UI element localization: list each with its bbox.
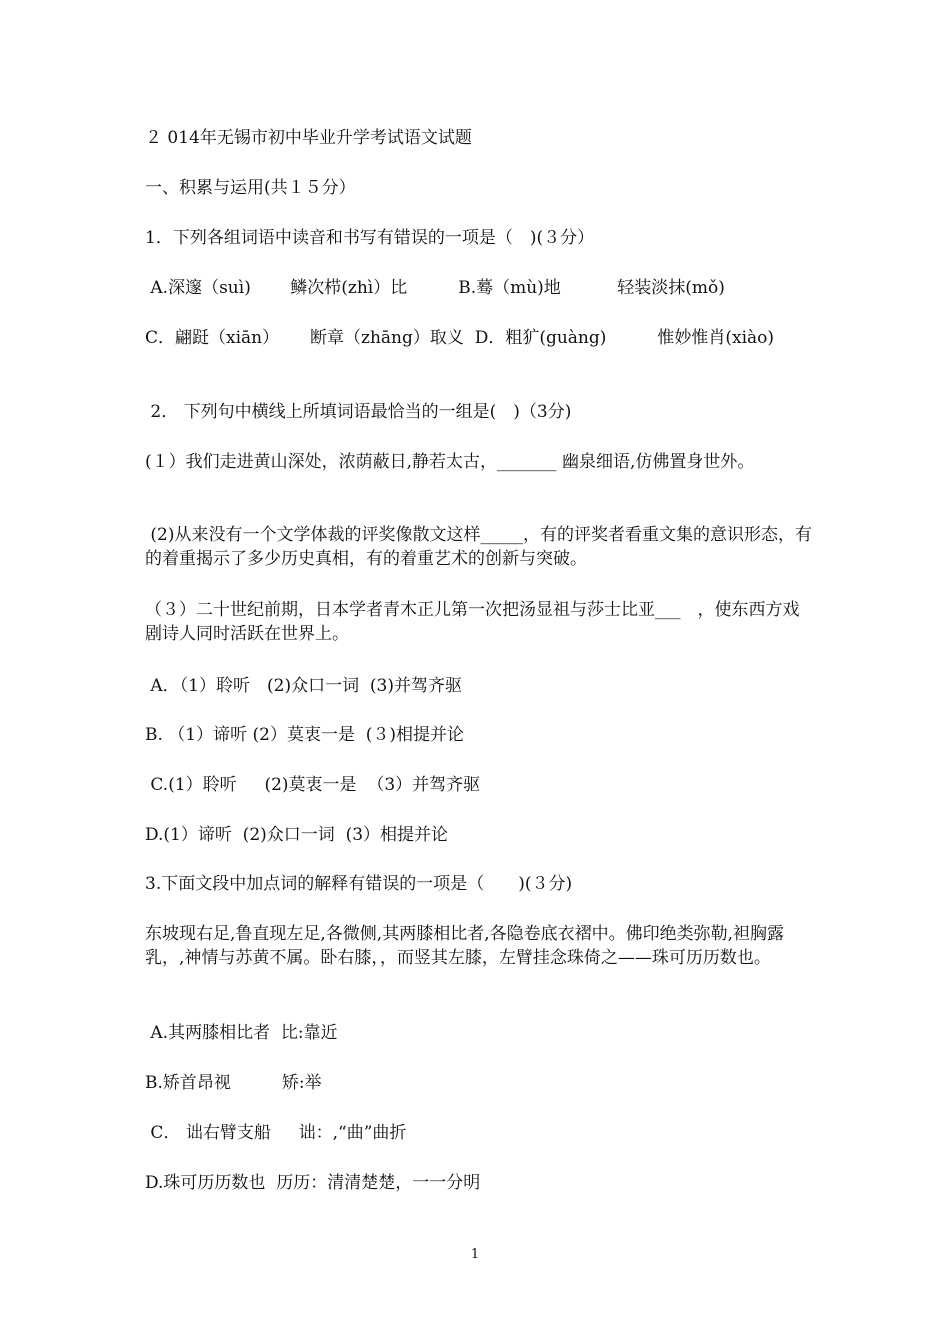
q2-option-d: D.(1）谛听 (2)众口一词 (3）相提并论 [145, 825, 449, 845]
q3-option-c: C． 诎右臂支船 诎：,“曲”曲折 [145, 1123, 407, 1143]
q2-option-b: B. （1）谛听 (2）莫衷一是 (３)相提并论 [145, 725, 465, 745]
q3-option-b: B.矫首昂视 矫:举 [145, 1073, 322, 1093]
q3-option-d: D.珠可历历数也 历历：清清楚楚，一一分明 [145, 1173, 481, 1193]
q2-sentence-1: (１）我们走进黄山深处，浓荫蔽日,静若太古，_______ 幽泉细语,仿佛置身世外。 [145, 452, 755, 472]
q2-option-c: C.(1）聆听 (2)莫衷一是 （3）并驾齐驱 [145, 775, 481, 795]
page-number: 1 [470, 1247, 480, 1262]
question-3: 3.下面文段中加点词的解释有错误的一项是（ )(３分) [145, 874, 573, 894]
q2-sentence-2: (2)从来没有一个文学体裁的评奖像散文这样_____，有的评奖者看重文集的意识形态，有的着重揭示了多少历史真相，有的着重艺术的创新与突破。 [145, 525, 812, 569]
q3-passage: 东坡现右足,鲁直现左足,各微侧,其两膝相比者,各隐卷底衣褶中。佛印绝类弥勒,袒胸露乳，,神情与苏黄不属。卧右膝，，而竖其左膝，左臂挂念珠倚之——珠可历历数也。 [145, 924, 785, 968]
q3-option-a: A.其两膝相比者 比:靠近 [145, 1023, 338, 1043]
q1-options-cd: C．翩跹（xiān） 断章（zhāng）取义 D．粗犷(guàng) 惟妙惟肖(xiào) [145, 328, 775, 348]
exam-title: ２ 014年无锡市初中毕业升学考试语文试题 [145, 128, 472, 148]
q2-option-a: A．（1）聆听 (2)众口一词 (3)并驾齐驱 [145, 676, 462, 696]
q1-options-ab: A.深邃（suì) 鳞次栉(zhì）比 B.蓦（mù)地 轻装淡抹(mǒ) [145, 278, 725, 298]
question-2: 2． 下列句中横线上所填词语最恰当的一组是( )（3分) [145, 402, 572, 422]
section-heading: 一、积累与运用(共１５分） [145, 178, 356, 198]
q2-sentence-3: （３）二十世纪前期，日本学者青木正儿第一次把汤显祖与莎士比亚___ ，使东西方戏剧诗人同时活跃在世界上。 [145, 600, 800, 644]
question-1: 1．下列各组词语中读音和书写有错误的一项是（ )(３分） [145, 228, 595, 248]
